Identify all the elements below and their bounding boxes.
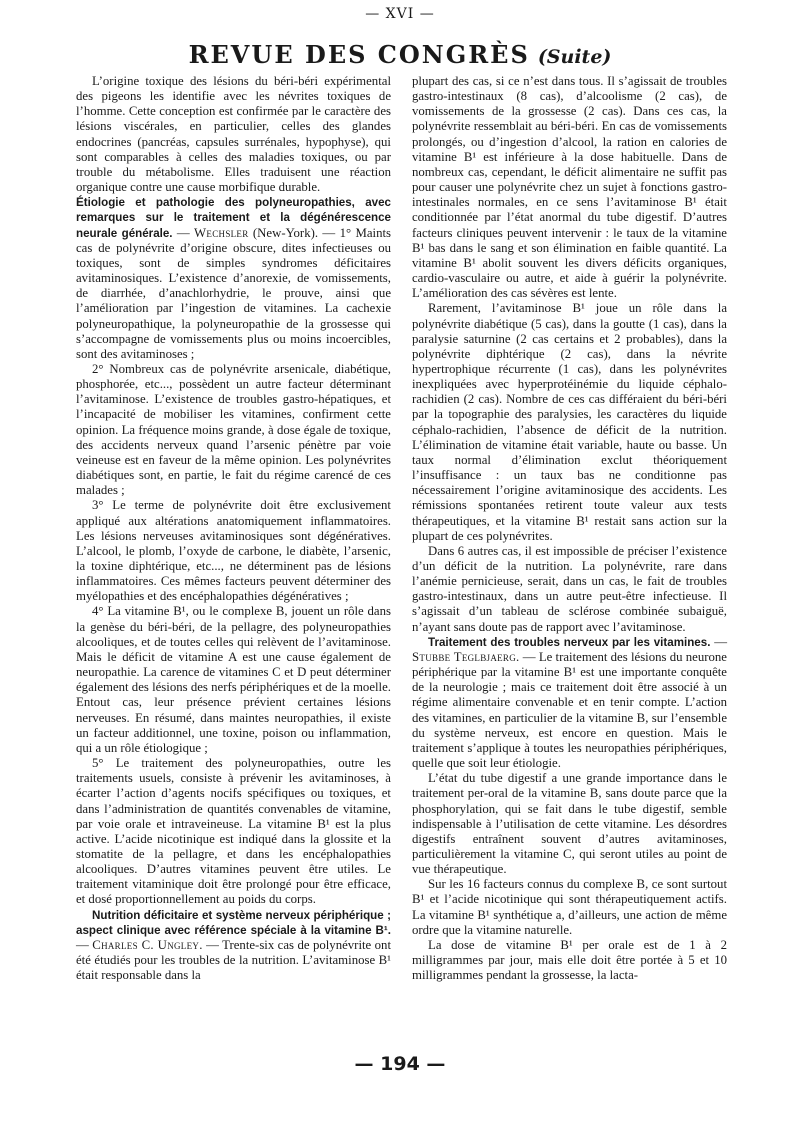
section-wechsler (76, 195, 391, 362)
author-place: (New-York). — (248, 225, 340, 240)
page-roman-numeral: — XVI — (365, 6, 435, 22)
section-body: — Trente-six cas de polynévrite ont été étudiés pour les troubles de la nutrition. L’avitaminose B¹ était responsable dans la (76, 937, 392, 983)
right-column (412, 74, 727, 983)
section-title: Étiologie et pathologie des polyneuropathies, avec remarques sur le traitement et la dégénérescence neurale générale. (76, 196, 391, 240)
paragraph: 2° Nombreux cas de polynévrite arsenicale, diabétique, phosphorée, etc..., possèdent un autre facteur déterminant l’avitaminose. L’existence de troubles gastro-hépatiques, et l’incapacité de mobiliser les vitamines, confirment cette opinion. La fréquence moins grande, à dose égale de toxique, des accidents nerveux quand l’arsenic pénètre par voie veineuse est en faveur de la même opinion. Les polynévrites diabétiques sont, en partie, le fait du régime carencé de ces malades ; (76, 361, 391, 498)
section-title: Nutrition déficitaire et système nerveux périphérique ; aspect clinique avec référence spéciale à la vitamine B¹. (76, 908, 391, 937)
paragraph: plupart des cas, si ce n’est dans tous. Il s’agissait de troubles gastro-intestinaux (8 cas), d’alcoolisme (2 cas), de vomissements de la grossesse (2 cas). Dans ces cas, la polynévrite ressemblait au béri-béri. En cas de vomissements prolongés, ou d’ingestion d’alcool, la ration en calories de vitamine B¹ est inférieure à la dose habituelle. Dans de nombreux cas, cependant, le déficit alimentaire ne suffit pas pour causer une polynévrite chez un sujet à fonctions gastro-intestinales normales, en ce sens l’avitaminose B¹ était conditionnée par l’état anormal du tube digestif. D’autres facteurs cliniques peuvent intervenir : le taux de la vitamine B¹ bas dans le sang et son élimination en faible quantité. La vitamine B¹ abolit souvent les divers déficits organiques, cardio-vasculaire ou autre, et aide à guérir la polynévrite. L’amélioration des cas sévères est lente. (412, 74, 727, 301)
paragraph: Dans 6 autres cas, il est impossible de préciser l’existence d’un déficit de la nutrition. La polynévrite, rare dans l’anémie pernicieuse, serait, dans un cas, le fait de troubles gastro-intestinaux, dans un autre peut-être infectieuse. Il s’agissait d’un tableau de sclérose combinée subaiguë, n’ayant sans doute pas de rapport avec l’avitaminose. (412, 543, 727, 634)
paragraph: 3° Le terme de polynévrite doit être exclusivement appliqué aux altérations anatomiquement inflammatoires. Les lésions nerveuses avitaminosiques sont dégénératives. L’alcool, le plomb, l’oxyde de carbone, le diabète, l’arsenic, la toxine diphtérique, etc..., ne déterminent pas de lésions inflammatoires. Ces mêmes facteurs peuvent déterminer des myélopathies et des encéphalopathies dégénératives ; (76, 498, 391, 604)
dash: — (172, 225, 195, 240)
section-author: Charles C. Ungley. (92, 937, 203, 952)
section-title: Traitement des troubles nerveux par les vitamines. (428, 635, 711, 649)
section-author: Stubbe Teglbjaerg. (412, 649, 520, 664)
dash: — (76, 937, 93, 952)
section-teglbjaerg (412, 635, 727, 771)
page-title-suite: (Suite) (537, 46, 612, 68)
section-ungley (76, 908, 391, 984)
section-author: Wechsler (194, 225, 249, 240)
paragraph: La dose de vitamine B¹ per orale est de 1 à 2 milligrammes par jour, mais elle doit être portée à 5 et 10 milligrammes pendant la grossesse, la lacta- (412, 937, 727, 983)
paragraph: Rarement, l’avitaminose B¹ joue un rôle dans la polynévrite diabétique (5 cas), dans la goutte (1 cas), dans la paralysie saturnine (2 cas certains et 2 probables), dans la polynévrite diphtérique (2 cas), dans la névrite hypertrophique récurrente (1 cas), dans les polynévrites inexpliquées avec hyperprotéinémie du liquide céphalo-rachidien (2 cas). Nombre de ces cas différaient du béri-béri par la topographie des paralysies, les caractères du liquide céphalo-rachidien, l’absence de déficit de la nutrition. L’élimination de vitamine était variable, haute ou basse. Un taux normal d’élimination exclut théoriquement l’insuffisance : un taux bas ne conditionne pas nécessairement l’origine avitaminosique des accidents. Les rémissions spontanées retirent toute valeur aux tests thérapeutiques, et la vitamine B¹ restait sans action sur la plupart de ces polynévrites. (412, 301, 727, 543)
section-body: — Le traitement des lésions du neurone périphérique par la vitamine B¹ est une importante conquête de la neurologie ; mais ce traitement doit être associé à un régime alimentaire convenable et en tenir compte. L’action des vitamines, en particulier de la vitamine B, sur l’ensemble du système nerveux, est encore en question. Mais le traitement s’applique à toutes les neuropathies périphériques, quelle que soit leur étiologie. (412, 649, 727, 771)
paragraph: L’origine toxique des lésions du béri-béri expérimental des pigeons les identifie avec les névrites toxiques de l’homme. Cette conception est confirmée par le caractère des lésions viscérales, en particulier, celles des glandes endocrines (pancréas, capsules surrénales, hypophyse), qui sont comparables à celles des maladies toxiques, ou par trouble du métabolisme. Elles traduisent une réaction organique contre une cause morbifique durable. (76, 74, 391, 195)
section-body: 1° Maints cas de polynévrite d’origine obscure, dites infectieuses ou toxiques, sont de simples syndromes déficitaires avitaminosiques. L’existence d’anorexie, de vomissements, de diarrhée, d’anachlorhydrie, le prouve, ainsi que l’amélioration par l’ingestion de vitamines. La cachexie polyneuropathique, la polyneuropathie de la grossesse qui s’accompagne de vomissements plus ou moins incoercibles, sont des avitaminoses ; (76, 225, 391, 361)
paragraph: Sur les 16 facteurs connus du complexe B, ce sont surtout B¹ et l’acide nicotinique qui sont thérapeutiquement actifs. La vitamine B¹ synthétique a, d’ailleurs, une action de même ordre que la vitamine naturelle. (412, 877, 727, 937)
page-number: — 194 — (354, 1053, 446, 1075)
paragraph: 5° Le traitement des polyneuropathies, outre les traitements usuels, consiste à prévenir les avitaminoses, à écarter l’action d’agents nocifs spécifiques ou toxiques, et dans l’administration de quantités convenables de vitamine, par voie orale et intraveineuse. La vitamine B¹ est la plus active. L’acide nicotinique est indiqué dans la glossite et la stomatite de la pellagre, et dans les encéphalopathies alcooliques. D’autres vitamines peuvent être utiles. Le traitement vitaminique doit être prolongé pour être efficace, et dosé proportionnellement au poids du corps. (76, 756, 391, 907)
paragraph: L’état du tube digestif a une grande importance dans le traitement per-oral de la vitamine B, sans doute parce que la phosphorylation, qui se fait dans le tube digestif, semble indispensable à l’utilisation de cette vitamine. Les désordres digestifs entraînent souvent d’autres avitaminoses, particulièrement la vitamine C, qui seront utiles au point de vue thérapeutique. (412, 771, 727, 877)
page-title (0, 40, 800, 69)
paragraph: 4° La vitamine B¹, ou le complexe B, jouent un rôle dans la genèse du béri-béri, de la pellagre, des polyneuropathies alcooliques, et de toutes celles qui relèvent de l’avitaminose. Mais le déficit de vitamine A est une cause également de neuropathie. La carence de vitamines C et D peut déterminer également des lésions des nerfs périphériques et de la moelle. Entout cas, leur présence prévient certaines lésions nerveuses. En résumé, dans maintes neuropathies, il existe un facteur additionnel, une toxine, poison ou inflammation, qui a un rôle étiologique ; (76, 604, 391, 755)
page-title-text: REVUE DES CONGRÈS (188, 40, 530, 69)
left-column (76, 74, 391, 983)
dash: — (710, 634, 727, 649)
